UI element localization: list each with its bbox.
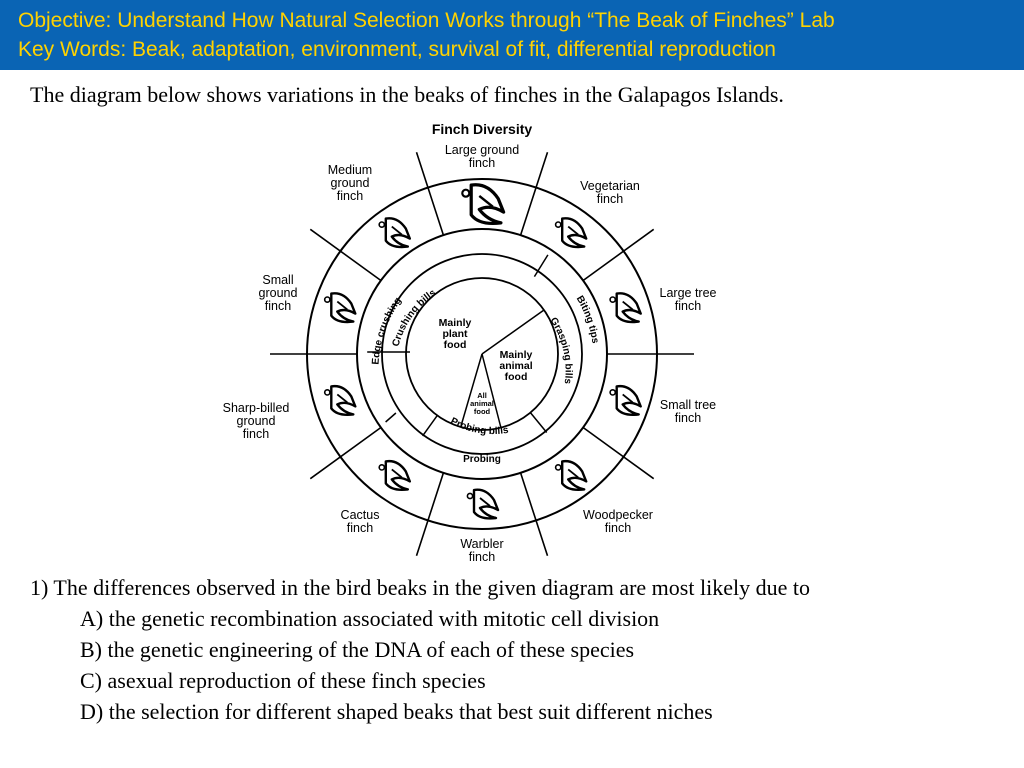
choice-a: A) the genetic recombination associated with mitotic cell division: [80, 606, 660, 631]
finch-name-label: Medium: [327, 163, 373, 177]
header-banner: [0, 0, 1024, 70]
center-plant-label: Mainly: [438, 317, 472, 329]
choice-d: D) the selection for different shaped beaks that best suit different niches: [80, 699, 713, 724]
choice-b: B) the genetic engineering of the DNA of each of these species: [80, 637, 635, 662]
wedge-line: [482, 310, 544, 354]
intro-text: The diagram below shows variations in the beaks of finches in the Galapagos Islands.: [30, 82, 784, 107]
probing-label: Probing: [463, 454, 501, 465]
band-divider: [423, 415, 438, 436]
finch-name-label: finch: [242, 427, 270, 441]
finch-name-label: Woodpecker: [583, 508, 653, 522]
finch-name-label: Large tree: [659, 286, 717, 300]
finch-name-label: Large ground: [444, 143, 520, 157]
finch-name-label: finch: [346, 521, 374, 535]
crushing-bills-label: Crushing bills: [390, 287, 439, 348]
finch-name-label: finch: [468, 156, 496, 170]
finch-name-label: finch: [674, 411, 702, 425]
center-plant-label: plant: [442, 328, 468, 340]
spoke: [583, 229, 654, 280]
beak-icon: [379, 218, 410, 247]
objective-text: Objective: Understand How Natural Selection Works through “The Beak of Finches” Lab: [18, 9, 835, 32]
finch-name-label: Warbler: [460, 537, 504, 551]
diagram-title: Finch Diversity: [431, 121, 533, 137]
biting-tips-label: Biting tips: [573, 293, 601, 345]
question-stem: 1) The differences observed in the bird beaks in the given diagram are most likely due to: [30, 575, 810, 600]
finch-name-label: ground: [236, 414, 276, 428]
finch-name-label: finch: [596, 192, 624, 206]
center-animal-label: Mainly: [499, 349, 533, 361]
finch-name-label: ground: [330, 176, 370, 190]
question-block: [30, 572, 810, 727]
beak-icon: [462, 185, 503, 224]
edge-crushing-label: Edge crushing: [370, 295, 404, 365]
finch-name-label: finch: [468, 550, 496, 564]
probing-bills-label: Probing bills: [448, 415, 510, 438]
finch-name-label: Vegetarian: [580, 179, 640, 193]
finch-name-label: ground: [258, 286, 298, 300]
center-animal-label: animal: [499, 360, 533, 372]
finch-name-label: finch: [674, 299, 702, 313]
finch-name-label: finch: [604, 521, 632, 535]
beak-icon: [610, 293, 641, 322]
spoke: [521, 152, 548, 235]
finch-name-label: Small: [262, 273, 294, 287]
spoke: [417, 152, 444, 235]
beak-icon: [325, 386, 356, 415]
finch-name-label: Cactus: [340, 508, 380, 522]
beak-icon: [325, 293, 356, 322]
center-all-animal-label: All: [477, 391, 487, 400]
spoke: [310, 229, 381, 280]
spoke: [521, 473, 548, 556]
band-divider: [386, 413, 396, 422]
grasping-bills-label: Grasping bills: [547, 315, 574, 385]
center-animal-label: food: [504, 371, 528, 383]
beak-icon: [379, 461, 410, 490]
spoke: [310, 428, 381, 479]
center-all-animal-label: animal: [470, 399, 494, 408]
finch-name-label: Small tree: [659, 398, 717, 412]
spoke: [583, 428, 654, 479]
finch-diversity-diagram: [220, 112, 740, 567]
beak-icon: [556, 218, 587, 247]
finch-name-label: finch: [264, 299, 292, 313]
finch-name-label: Sharp-billed: [222, 401, 290, 415]
band-divider: [531, 413, 547, 433]
beak-icon: [467, 490, 498, 519]
key-words-text: Key Words: Beak, adaptation, environment, survival of fit, differential reproduction: [18, 38, 776, 61]
center-all-animal-label: food: [473, 407, 491, 416]
center-plant-label: food: [443, 339, 467, 351]
beak-icon: [556, 461, 587, 490]
spoke: [417, 473, 444, 556]
choice-c: C) asexual reproduction of these finch species: [80, 668, 486, 693]
beak-icon: [610, 386, 641, 415]
finch-name-label: finch: [336, 189, 364, 203]
